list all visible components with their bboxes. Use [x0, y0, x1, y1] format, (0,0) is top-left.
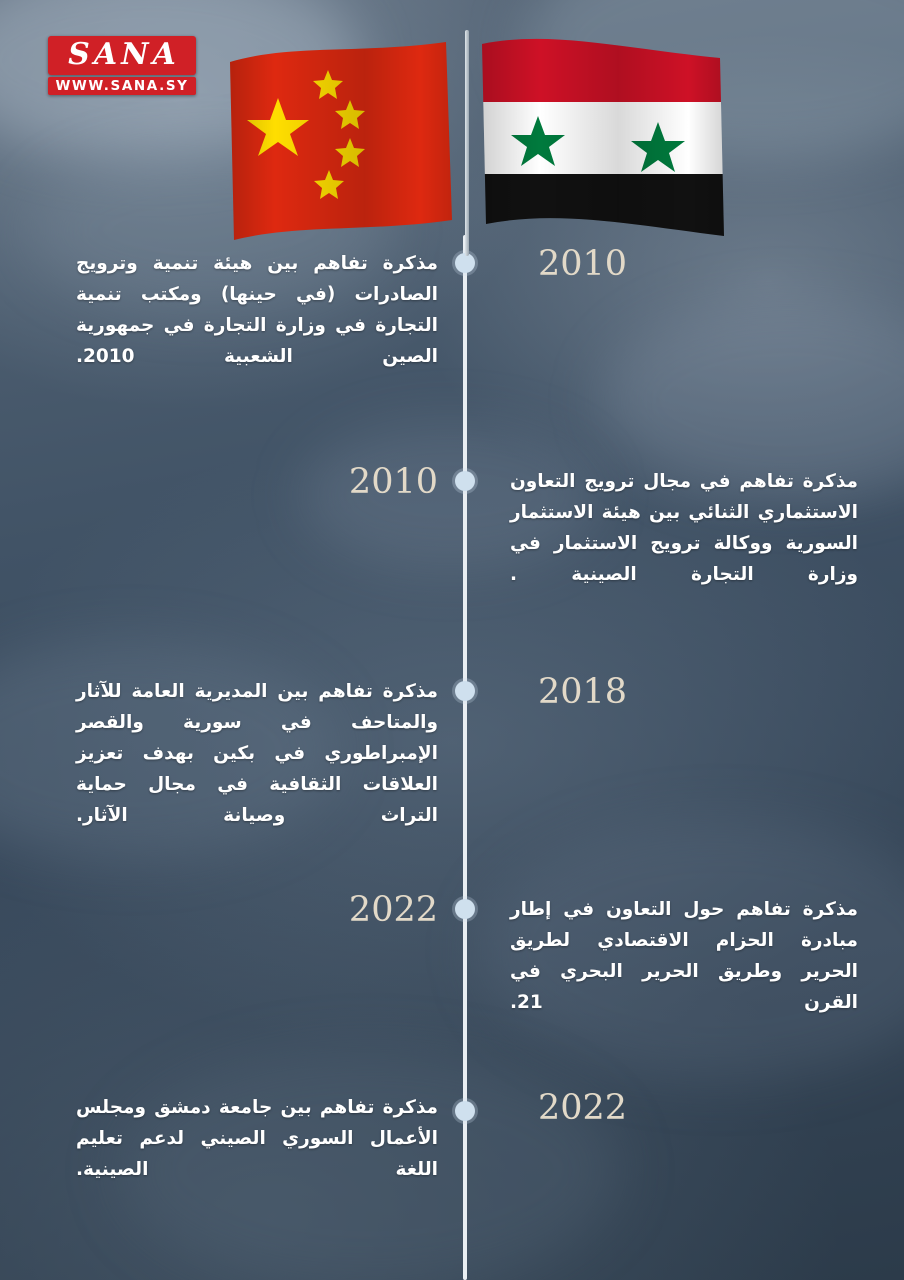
sana-logo-name: SANA	[48, 36, 196, 75]
timeline-node	[455, 1101, 475, 1121]
timeline-entry-4	[510, 894, 858, 1018]
flags-group	[220, 24, 740, 256]
timeline-node	[455, 899, 475, 919]
timeline-year: 2018	[538, 672, 628, 712]
timeline-entry-3	[76, 676, 438, 831]
timeline-year: 2022	[348, 890, 438, 930]
timeline-entry-text: مذكرة تفاهم في مجال ترويج التعاون الاستثماري الثنائي بين هيئة الاستثمار السورية ووكالة ترويج الاستثمار في وزارة التجارة الصينية .	[510, 471, 858, 585]
timeline-entry-year-5	[538, 1088, 627, 1128]
timeline-entry-1	[76, 248, 438, 372]
timeline-entry-text: مذكرة تفاهم بين المديرية العامة للآثار والمتاحف في سورية والقصر الإمبراطوري في بكين بهدف تعزيز العلاقات الثقافية في مجال حماية التراث وصيانة الآثار.	[76, 681, 438, 826]
sana-logo	[48, 36, 196, 95]
china-flag	[220, 24, 470, 256]
timeline-node	[455, 471, 475, 491]
timeline-entry-year-4	[76, 890, 438, 930]
timeline-entry-text: مذكرة تفاهم بين هيئة تنمية وترويج الصادرات (في حينها) ومكتب تنمية التجارة في وزارة التجارة في جمهورية الصين الشعبية 2010.	[76, 253, 438, 367]
syria-flag	[475, 24, 735, 256]
timeline-node	[455, 681, 475, 701]
timeline-year: 2010	[348, 462, 438, 502]
timeline-year: 2022	[538, 1088, 628, 1128]
timeline-entry-text: مذكرة تفاهم حول التعاون في إطار مبادرة الحزام الاقتصادي لطريق الحرير وطريق الحرير البحري في القرن 21.	[510, 899, 858, 1013]
timeline-axis	[463, 235, 467, 1280]
timeline-entry-2	[510, 466, 858, 590]
sana-logo-url: WWW.SANA.SY	[48, 77, 196, 95]
waving-flags-illustration	[220, 24, 740, 256]
timeline-node	[455, 253, 475, 273]
flag-pole	[465, 30, 469, 256]
timeline-entry-year-2	[76, 462, 438, 502]
timeline-entry-5	[76, 1092, 438, 1185]
timeline-entry-year-3	[538, 672, 627, 712]
timeline-year: 2010	[538, 244, 628, 284]
timeline-entry-text: مذكرة تفاهم بين جامعة دمشق ومجلس الأعمال السوري الصيني لدعم تعليم اللغة الصينية.	[76, 1097, 438, 1180]
